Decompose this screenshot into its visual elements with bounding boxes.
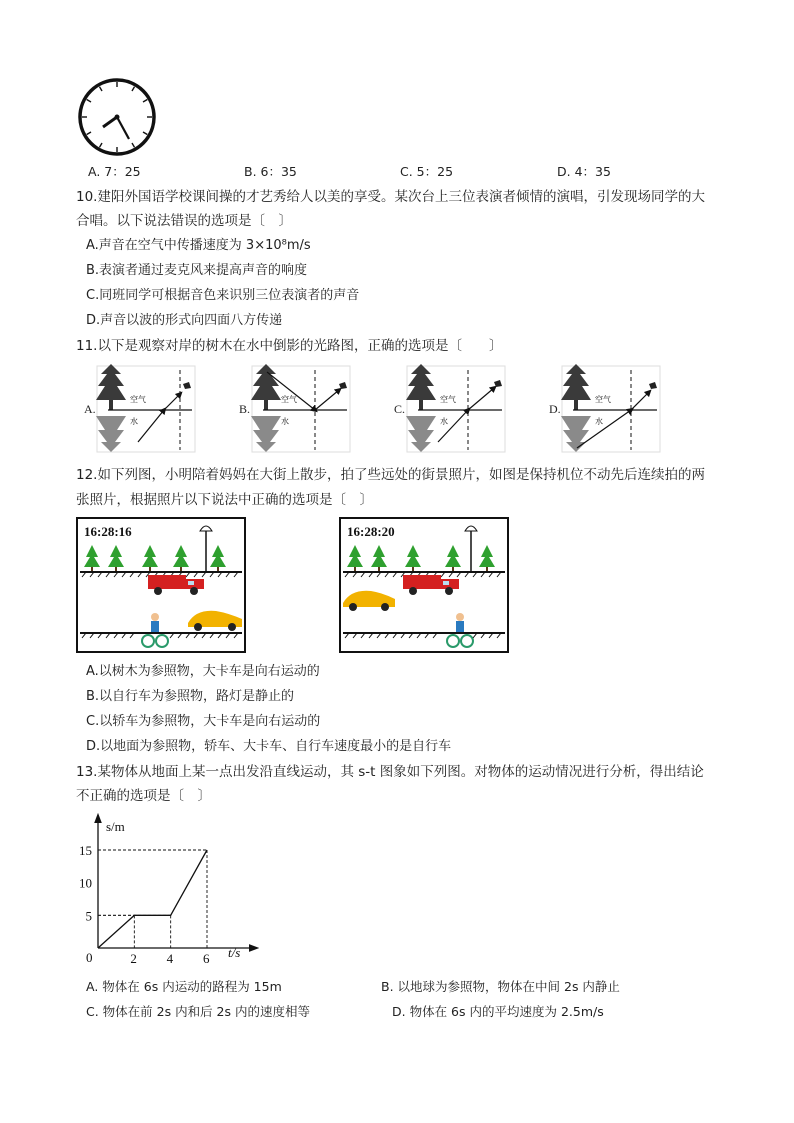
q11-panel-a bbox=[84, 364, 195, 452]
q11-panel-b bbox=[239, 364, 350, 452]
y-axis-label: s/m bbox=[106, 819, 125, 834]
x-tick-label: 2 bbox=[130, 951, 137, 966]
q12-photo-2 bbox=[339, 517, 509, 653]
q11-stem: 11.以下是观察对岸的树木在水中倒影的光路图，正确的选项是〔 〕 bbox=[76, 338, 503, 354]
q12-option-b[interactable]: B.以自行车为参照物，路灯是静止的 bbox=[86, 689, 295, 704]
q12-stem-line1: 12.如下列图，小明陪着妈妈在大街上散步，拍了些远处的街景照片，如图是保持机位不动先后连续拍的两 bbox=[76, 467, 705, 483]
q12-photo2-timestamp: 16:28:20 bbox=[347, 524, 395, 539]
q12-photo-1 bbox=[76, 517, 246, 653]
q10-stem-line1: 10.建阳外国语学校课间操的才艺秀给人以美的享受。某次台上三位表演者倾情的演唱，引发现场同学的大 bbox=[76, 189, 705, 205]
q9-option-b[interactable]: B. 6：35 bbox=[244, 164, 297, 179]
q11-air-label-a: 空气 bbox=[130, 395, 146, 404]
q11-water-label-d: 水 bbox=[595, 417, 603, 426]
q11-letter-a: A. bbox=[84, 402, 96, 416]
q12-option-c[interactable]: C.以轿车为参照物，大卡车是向右运动的 bbox=[86, 714, 321, 729]
q11-letter-b: B. bbox=[239, 402, 251, 416]
q13-st-graph bbox=[76, 812, 266, 972]
q13-option-d[interactable]: D. 物体在 6s 内的平均速度为 2.5m/s bbox=[392, 1004, 604, 1019]
q11-water-label-c: 水 bbox=[440, 417, 448, 426]
y-tick-label: 15 bbox=[79, 843, 92, 858]
x-tick-label: 4 bbox=[166, 951, 174, 966]
q10-stem-line2: 合唱。以下说法错误的选项是〔 〕 bbox=[76, 213, 292, 229]
q13-option-a[interactable]: A. 物体在 6s 内运动的路程为 15m bbox=[86, 979, 282, 994]
y-tick-label: 5 bbox=[85, 908, 92, 924]
clock-figure bbox=[76, 76, 158, 158]
q11-air-label-c: 空气 bbox=[440, 395, 456, 404]
q13-stem-line1: 13.某物体从地面上某一点出发沿直线运动，其 s-t 图象如下列图。对物体的运动情况进行分析，得出结论 bbox=[76, 764, 704, 780]
q11-optics-figures bbox=[80, 362, 680, 458]
q12-stem-line2: 张照片，根据照片以下说法中正确的选项是〔 〕 bbox=[76, 492, 373, 508]
q9-option-a[interactable]: A. 7：25 bbox=[88, 164, 141, 179]
q11-air-label-d: 空气 bbox=[595, 395, 611, 404]
q10-option-d[interactable]: D.声音以波的形式向四面八方传递 bbox=[86, 313, 283, 328]
q12-option-d[interactable]: D.以地面为参照物，轿车、大卡车、自行车速度最小的是自行车 bbox=[86, 739, 452, 754]
q13-option-b[interactable]: B. 以地球为参照物，物体在中间 2s 内静止 bbox=[381, 979, 620, 994]
q12-option-a[interactable]: A.以树木为参照物，大卡车是向右运动的 bbox=[86, 664, 320, 679]
q11-letter-c: C. bbox=[394, 402, 406, 416]
q11-water-label-b: 水 bbox=[281, 417, 289, 426]
q11-panel-c bbox=[394, 364, 505, 452]
q11-letter-d: D. bbox=[549, 402, 561, 416]
q10-option-b[interactable]: B.表演者通过麦克风来提高声音的响度 bbox=[86, 263, 308, 278]
q13-stem-line2: 不正确的选项是〔 〕 bbox=[76, 788, 211, 804]
q11-air-label-b: 空气 bbox=[281, 395, 297, 404]
q9-option-c[interactable]: C. 5：25 bbox=[400, 164, 454, 179]
q9-option-d[interactable]: D. 4：35 bbox=[557, 164, 611, 179]
y-tick-label: 10 bbox=[79, 875, 92, 891]
q13-option-c[interactable]: C. 物体在前 2s 内和后 2s 内的速度相等 bbox=[86, 1004, 310, 1019]
q11-water-label-a: 水 bbox=[130, 417, 138, 426]
q10-option-c[interactable]: C.同班同学可根据音色来识别三位表演者的声音 bbox=[86, 288, 360, 303]
q10-option-a[interactable]: A.声音在空气中传播速度为 3×10⁸m/s bbox=[86, 238, 311, 253]
origin-label: 0 bbox=[86, 950, 93, 965]
x-axis-label: t/s bbox=[228, 945, 241, 960]
q11-panel-d bbox=[549, 364, 660, 452]
x-tick-label: 6 bbox=[203, 951, 210, 966]
q12-photo1-timestamp: 16:28:16 bbox=[84, 524, 132, 539]
series-line bbox=[98, 850, 207, 948]
